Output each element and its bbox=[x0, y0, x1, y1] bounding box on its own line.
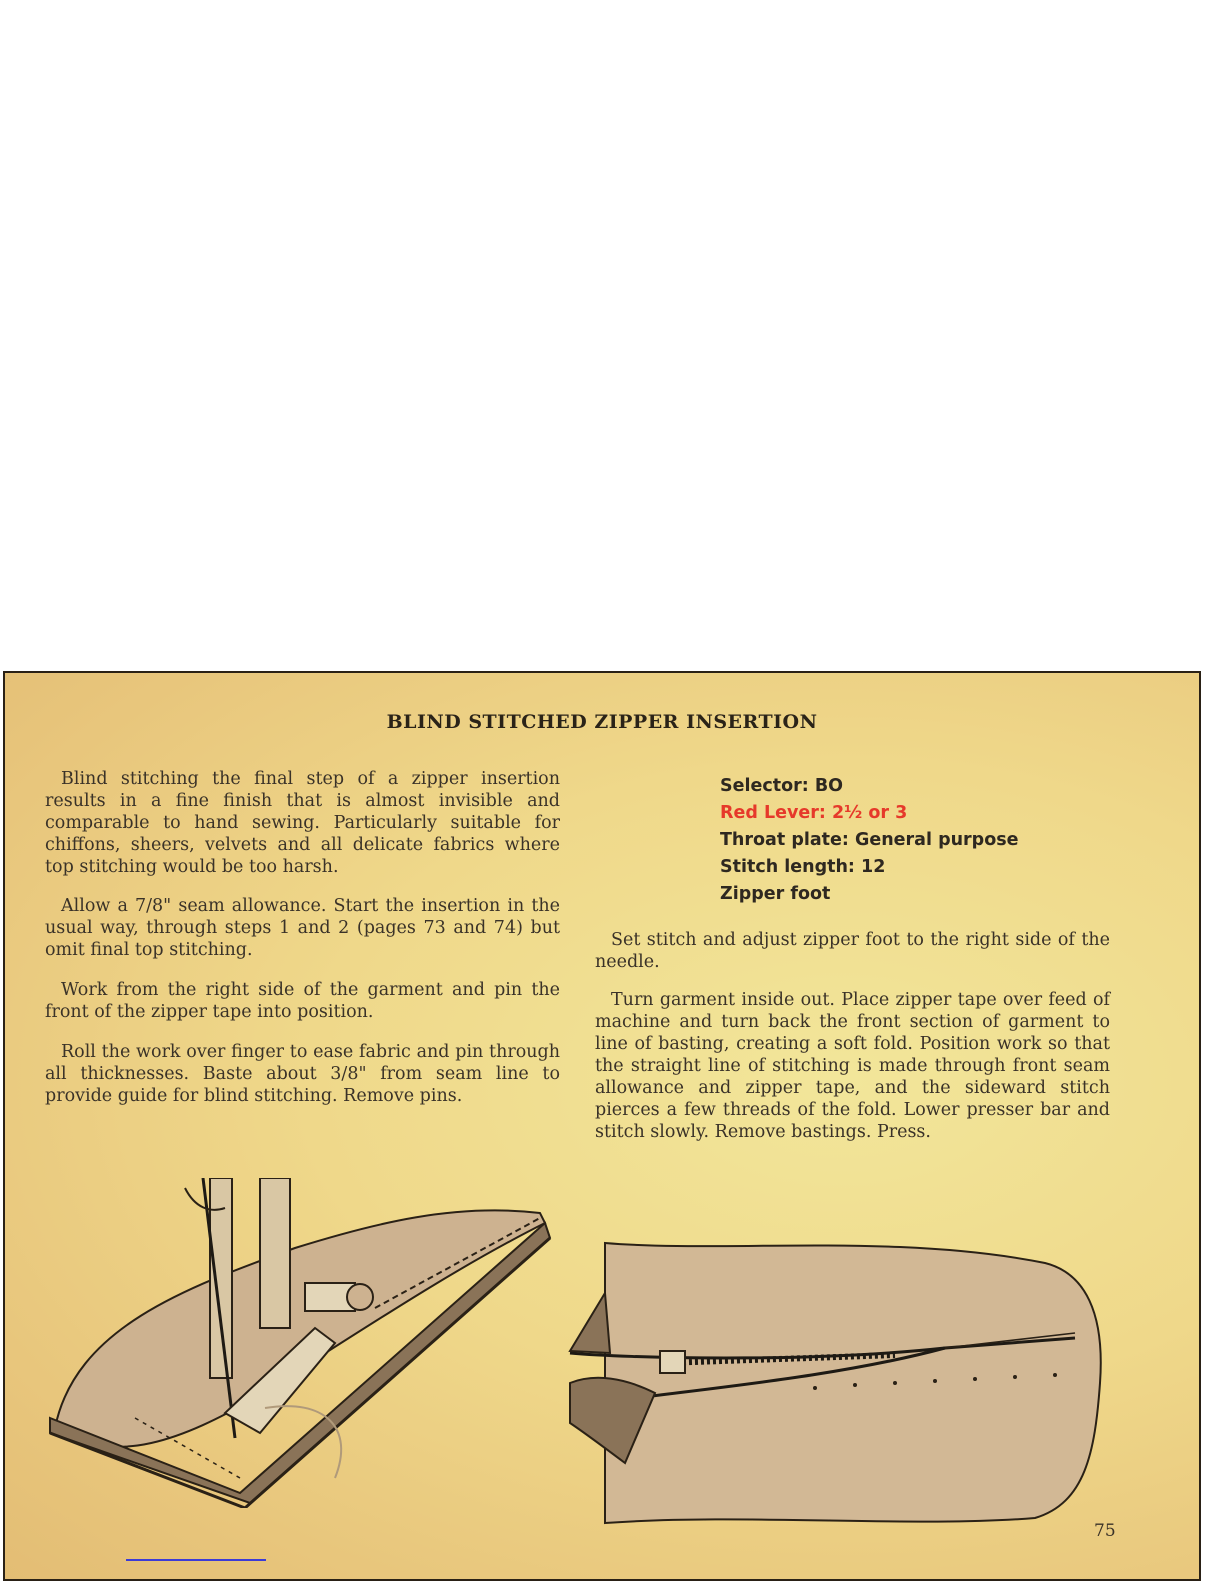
stitching-procedure-paragraph: Turn garment inside out. Place zipper tape over feed of machine and turn back the front section of garment to line of basting, creating a soft fold. Position work so that the straight line of stitching is made through front seam allowance and zipper tape, and the sideward stitch pierces a few threads of the fold. Lower presser bar and stitch slowly. Remove bastings. Press. bbox=[595, 990, 1110, 1142]
page-title: BLIND STITCHED ZIPPER INSERTION bbox=[386, 711, 818, 733]
zipper-fold-illustration bbox=[565, 1233, 1115, 1533]
throat-plate-setting: Throat plate: General purpose bbox=[720, 830, 1019, 850]
red-lever-setting: Red Lever: 2½ or 3 bbox=[720, 803, 908, 823]
selector-setting: Selector: BO bbox=[720, 776, 844, 796]
sewing-machine-illustration bbox=[35, 1178, 565, 1508]
intro-paragraph: Blind stitching the final step of a zipper insertion results in a fine finish that is almost invisible and comparable to hand sewing. Particularly suitable for chiffons, sheers, velvets and all delicate fabrics where top stitching would be too harsh. bbox=[45, 769, 560, 877]
stitch-length-setting: Stitch length: 12 bbox=[720, 857, 886, 877]
baste-paragraph: Roll the work over finger to ease fabric and pin through all thicknesses. Baste about 3/8" from seam line to provide guide for blind stitching. Remove pins. bbox=[45, 1042, 560, 1106]
seam-allowance-paragraph: Allow a 7/8" seam allowance. Start the insertion in the usual way, through steps 1 and 2 (pages 73 and 74) but omit final top stitching. bbox=[45, 896, 560, 960]
manual-page bbox=[3, 671, 1201, 1581]
link-underline[interactable] bbox=[126, 1559, 266, 1561]
pin-paragraph: Work from the right side of the garment and pin the front of the zipper tape into position. bbox=[45, 980, 560, 1022]
machine-settings bbox=[720, 773, 1019, 908]
page-number: 75 bbox=[1094, 1521, 1116, 1541]
adjust-foot-paragraph: Set stitch and adjust zipper foot to the right side of the needle. bbox=[595, 930, 1110, 972]
foot-setting: Zipper foot bbox=[720, 884, 831, 904]
